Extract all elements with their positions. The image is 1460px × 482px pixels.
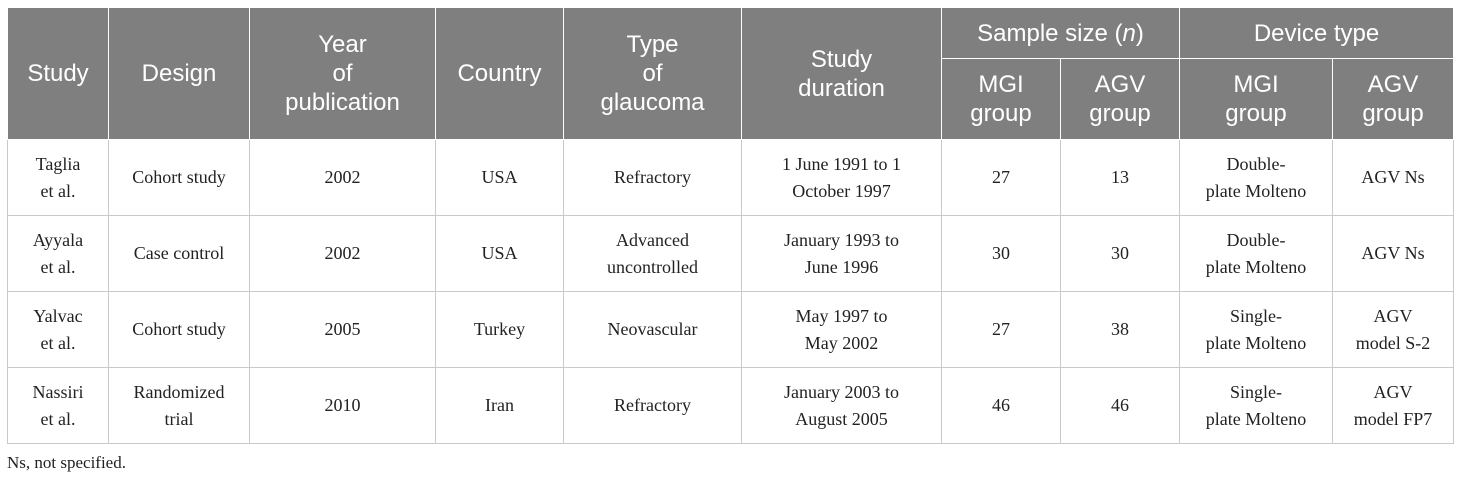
col-header-sample-agv: AGV group xyxy=(1061,59,1180,140)
studies-table xyxy=(7,7,1454,444)
col-header-device-type: Device type xyxy=(1180,8,1454,59)
cell-mgi-n: 30 xyxy=(942,216,1061,292)
cell-year: 2002 xyxy=(250,216,436,292)
cell-agv-device: AGV model S-2 xyxy=(1333,292,1454,368)
table-row xyxy=(8,368,1454,444)
table-row xyxy=(8,140,1454,216)
cell-duration: January 2003 to August 2005 xyxy=(742,368,942,444)
sample-size-close: ) xyxy=(1135,19,1144,47)
cell-mgi-n: 46 xyxy=(942,368,1061,444)
sample-size-label: Sample size ( xyxy=(977,19,1123,47)
cell-mgi-n: 27 xyxy=(942,140,1061,216)
cell-country: Turkey xyxy=(436,292,564,368)
cell-study: Yalvac et al. xyxy=(8,292,109,368)
table-row xyxy=(8,216,1454,292)
cell-country: USA xyxy=(436,216,564,292)
header-row-top xyxy=(8,8,1454,59)
cell-study: Taglia et al. xyxy=(8,140,109,216)
cell-duration: January 1993 to June 1996 xyxy=(742,216,942,292)
col-header-year: Year of publication xyxy=(250,8,436,140)
cell-country: USA xyxy=(436,140,564,216)
cell-agv-device: AGV model FP7 xyxy=(1333,368,1454,444)
cell-agv-n: 13 xyxy=(1061,140,1180,216)
cell-study: Nassiri et al. xyxy=(8,368,109,444)
sample-size-variable: n xyxy=(1122,19,1136,47)
table-footnote: Ns, not specified. xyxy=(7,453,126,472)
cell-agv-device: AGV Ns xyxy=(1333,140,1454,216)
cell-year: 2005 xyxy=(250,292,436,368)
cell-agv-n: 30 xyxy=(1061,216,1180,292)
col-header-sample-size xyxy=(942,8,1180,59)
cell-year: 2002 xyxy=(250,140,436,216)
col-header-sample-mgi: MGI group xyxy=(942,59,1061,140)
cell-mgi-device: Single- plate Molteno xyxy=(1180,368,1333,444)
cell-glaucoma-type: Neovascular xyxy=(564,292,742,368)
cell-glaucoma-type: Refractory xyxy=(564,140,742,216)
col-header-country: Country xyxy=(436,8,564,140)
cell-country: Iran xyxy=(436,368,564,444)
col-header-glaucoma-type: Type of glaucoma xyxy=(564,8,742,140)
cell-agv-n: 38 xyxy=(1061,292,1180,368)
cell-duration: May 1997 to May 2002 xyxy=(742,292,942,368)
cell-duration: 1 June 1991 to 1 October 1997 xyxy=(742,140,942,216)
cell-design: Case control xyxy=(109,216,250,292)
cell-design: Cohort study xyxy=(109,292,250,368)
cell-year: 2010 xyxy=(250,368,436,444)
cell-design: Cohort study xyxy=(109,140,250,216)
cell-agv-device: AGV Ns xyxy=(1333,216,1454,292)
cell-study: Ayyala et al. xyxy=(8,216,109,292)
cell-design: Randomized trial xyxy=(109,368,250,444)
cell-mgi-device: Double- plate Molteno xyxy=(1180,216,1333,292)
table-row xyxy=(8,292,1454,368)
col-header-study: Study xyxy=(8,8,109,140)
col-header-duration: Study duration xyxy=(742,8,942,140)
cell-mgi-device: Single- plate Molteno xyxy=(1180,292,1333,368)
cell-agv-n: 46 xyxy=(1061,368,1180,444)
col-header-design: Design xyxy=(109,8,250,140)
col-header-device-agv: AGV group xyxy=(1333,59,1454,140)
cell-mgi-n: 27 xyxy=(942,292,1061,368)
cell-glaucoma-type: Refractory xyxy=(564,368,742,444)
cell-mgi-device: Double- plate Molteno xyxy=(1180,140,1333,216)
col-header-device-mgi: MGI group xyxy=(1180,59,1333,140)
cell-glaucoma-type: Advanced uncontrolled xyxy=(564,216,742,292)
